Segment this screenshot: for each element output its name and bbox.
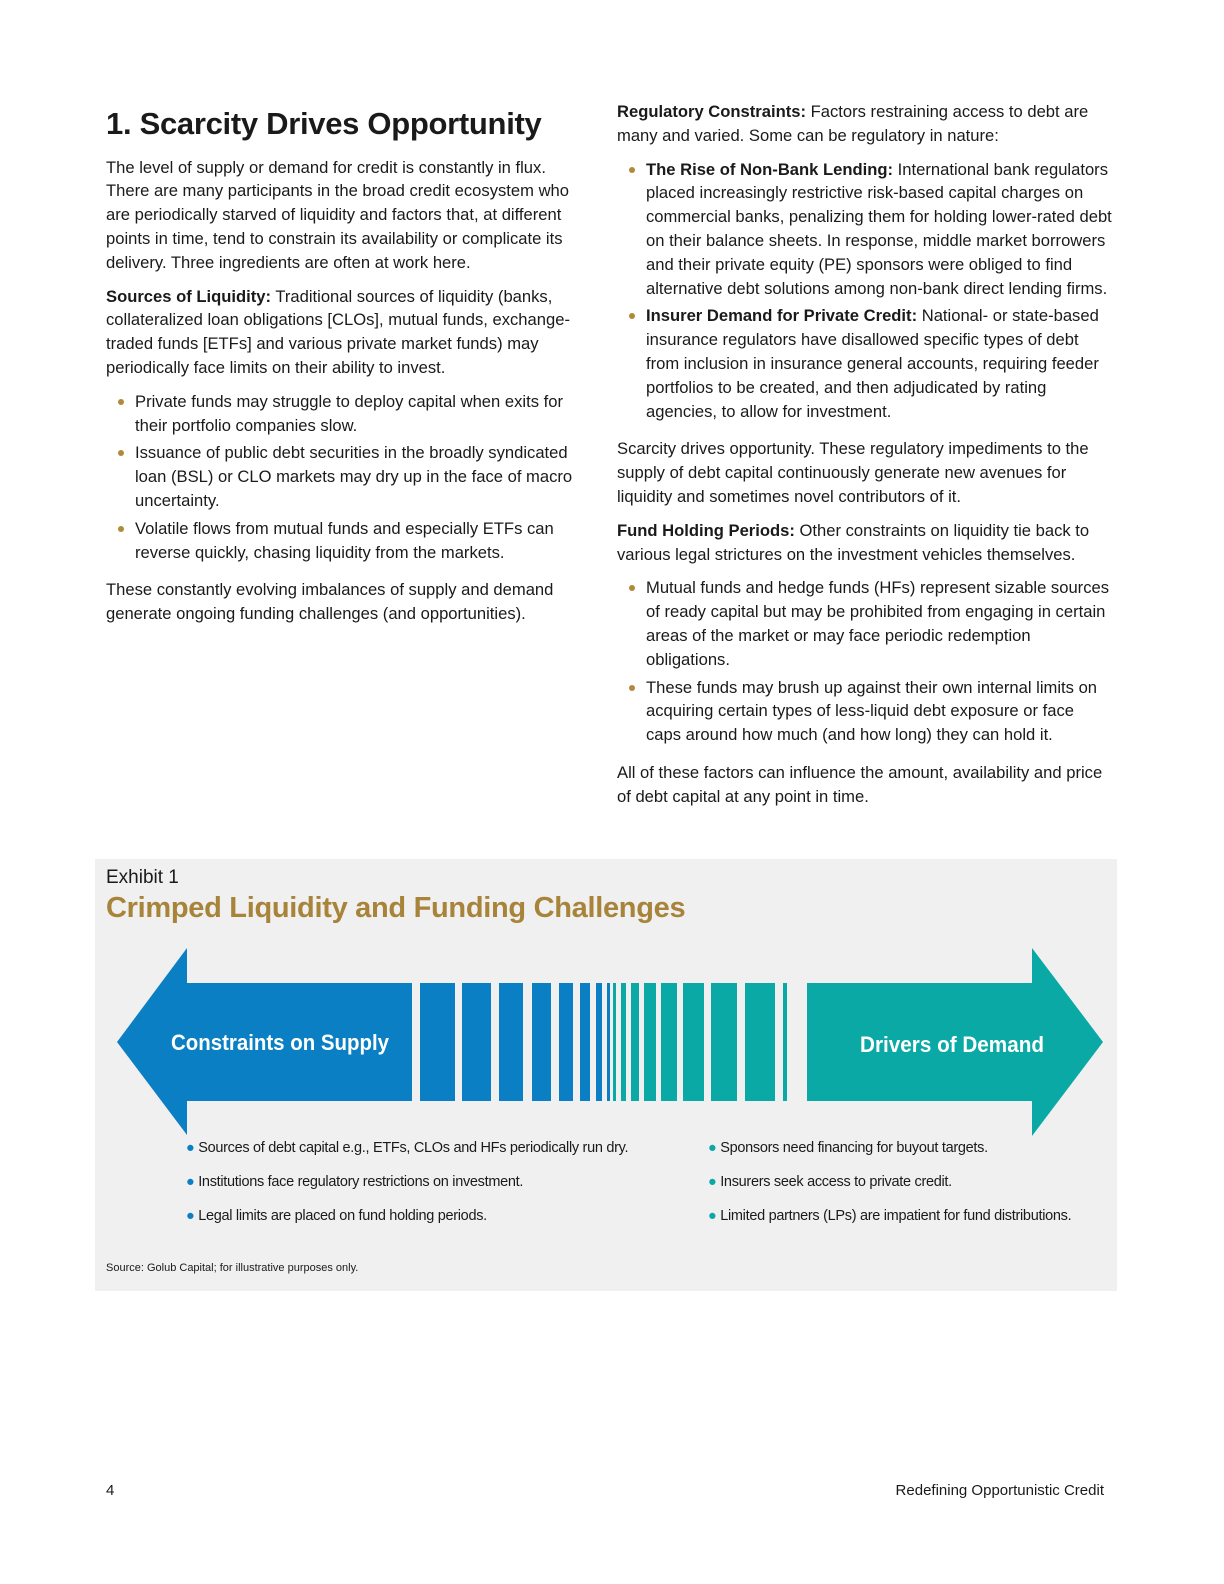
stripe <box>559 983 573 1101</box>
list-item: Issuance of public debt securities in the broadly syndicated loan (BSL) or CLO markets may dry up in the face of macro uncertainty. <box>118 441 592 512</box>
list-item: Mutual funds and hedge funds (HFs) represent sizable sources of ready capital but may be prohibited from engaging in certain areas of the market or may face periodic redemption obligations. <box>629 576 1113 671</box>
list-item: Private funds may struggle to deploy capital when exits for their portfolio companies slow. <box>118 390 592 438</box>
demand-bullet-text: Sponsors need financing for buyout targets. <box>720 1140 988 1156</box>
arrow-diagram <box>95 859 1117 1291</box>
supply-bullet <box>186 1174 523 1190</box>
sources-text: Traditional sources of liquidity (banks, collateralized loan obligations [CLOs], mutual funds, exchange-traded funds [ETFs] and various private market funds) may periodically face limits on their ability to invest. <box>106 286 570 378</box>
stripe <box>644 983 656 1101</box>
fund-label: Fund Holding Periods: <box>617 520 795 540</box>
list-item-label: The Rise of Non-Bank Lending: <box>646 159 894 179</box>
sources-paragraph <box>106 285 592 380</box>
stripe <box>580 983 590 1101</box>
demand-bullet <box>708 1208 1071 1224</box>
bullet-dot-icon: ● <box>186 1208 195 1224</box>
bullet-dot-icon: ● <box>708 1174 717 1190</box>
fund-bullet-list <box>617 576 1113 747</box>
list-item: Volatile flows from mutual funds and especially ETFs can reverse quickly, chasing liquidity from the markets. <box>118 517 592 565</box>
exhibit-title: Crimped Liquidity and Funding Challenges <box>106 892 686 924</box>
supply-bullet <box>186 1140 628 1156</box>
right-column <box>617 100 1113 819</box>
list-item: These funds may brush up against their own internal limits on acquiring certain types of less-liquid debt exposure or face caps around how much (and how long) they can hold it. <box>629 676 1113 747</box>
section-heading: 1. Scarcity Drives Opportunity <box>106 106 542 141</box>
demand-bullet-text: Insurers seek access to private credit. <box>720 1174 952 1190</box>
publication-title: Redefining Opportunistic Credit <box>895 1482 1104 1499</box>
regulatory-bullet-list <box>617 158 1113 424</box>
demand-bullet <box>708 1140 988 1156</box>
stripe-group <box>420 983 787 1101</box>
bullet-dot-icon: ● <box>708 1208 717 1224</box>
regulatory-paragraph <box>617 100 1113 148</box>
stripe <box>596 983 602 1101</box>
page-number: 4 <box>106 1482 115 1499</box>
bullet-dot-icon: ● <box>708 1140 717 1156</box>
stripe <box>661 983 677 1101</box>
sources-bullet-list <box>106 390 592 565</box>
scarcity-paragraph: Scarcity drives opportunity. These regulatory impediments to the supply of debt capital continuously generate new avenues for liquidity and sometimes novel contributors of it. <box>617 439 1089 506</box>
demand-bullet-text: Limited partners (LPs) are impatient for fund distributions. <box>720 1208 1072 1224</box>
closing-paragraph: These constantly evolving imbalances of supply and demand generate ongoing funding challenges (and opportunities). <box>106 580 554 624</box>
demand-bullet <box>708 1174 952 1190</box>
stripe <box>683 983 704 1101</box>
stripe <box>613 983 616 1101</box>
stripe <box>532 983 551 1101</box>
stripe <box>745 983 775 1101</box>
stripe <box>462 983 491 1101</box>
intro-paragraph: The level of supply or demand for credit is constantly in flux. There are many participants in the broad credit ecosystem who are periodically starved of liquidity and factors that, at different points in time, tend to constrain its availability or complicate its delivery. Three ingredients are often at work here. <box>106 157 570 272</box>
fund-paragraph <box>617 519 1113 567</box>
list-item-text: National- or state-based insurance regulators have disallowed specific types of debt from inclusion in insurance general accounts, requiring feeder portfolios to be created, and then adjudicated by rating agencies, to allow for investment. <box>646 306 1099 421</box>
supply-bullet <box>186 1208 487 1224</box>
source-note: Source: Golub Capital; for illustrative purposes only. <box>106 1262 359 1274</box>
exhibit-label: Exhibit 1 <box>106 867 179 888</box>
left-column <box>106 100 592 636</box>
stripe <box>420 983 455 1101</box>
list-item <box>629 158 1113 301</box>
sources-label: Sources of Liquidity: <box>106 286 272 306</box>
demand-arrow-label: Drivers of Demand <box>860 1032 1044 1057</box>
stripe <box>499 983 523 1101</box>
stripe <box>783 983 787 1101</box>
fund-text: Other constraints on liquidity tie back to various legal strictures on the investment vehicles themselves. <box>617 520 1090 564</box>
list-item <box>629 304 1113 423</box>
stripe <box>711 983 737 1101</box>
stripe <box>621 983 626 1101</box>
bullet-dot-icon: ● <box>186 1174 195 1190</box>
supply-bullet-text: Sources of debt capital e.g., ETFs, CLOs and HFs periodically run dry. <box>198 1140 629 1156</box>
supply-arrow-label: Constraints on Supply <box>171 1030 390 1055</box>
regulatory-label: Regulatory Constraints: <box>617 102 807 121</box>
stripe <box>607 983 610 1101</box>
list-item-label: Insurer Demand for Private Credit: <box>646 306 918 326</box>
supply-bullet-text: Legal limits are placed on fund holding periods. <box>198 1208 487 1224</box>
list-item-text: International bank regulators placed increasingly restrictive risk-based capital charges on commercial banks, penalizing them for holding lower-rated debt on their balance sheets. In response, middle market borrowers and their private equity (PE) sponsors were obliged to find alternative debt solutions among non-bank direct lending firms. <box>646 159 1112 298</box>
closing-paragraph: All of these factors can influence the amount, availability and price of debt capital at any point in time. <box>617 762 1103 806</box>
bullet-dot-icon: ● <box>186 1140 195 1156</box>
supply-bullet-text: Institutions face regulatory restrictions on investment. <box>198 1174 524 1190</box>
stripe <box>631 983 639 1101</box>
regulatory-text: Factors restraining access to debt are many and varied. Some can be regulatory in nature: <box>617 102 1089 145</box>
exhibit-panel <box>95 859 1117 1291</box>
